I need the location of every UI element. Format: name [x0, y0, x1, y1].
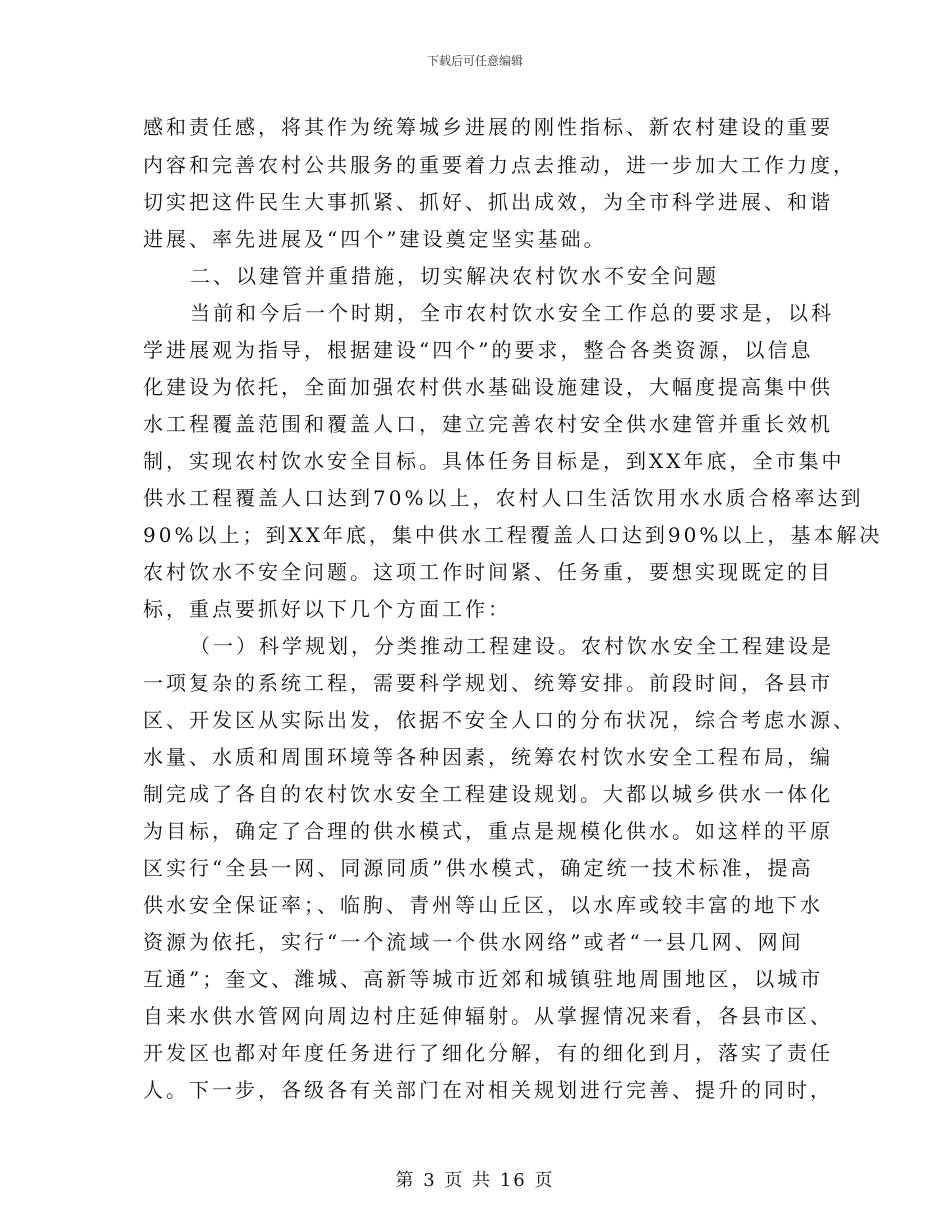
text-line: 农村饮水不安全问题。这项工作时间紧、任务重，要想实现既定的目	[143, 560, 833, 584]
text-line: 水量、水质和周围环境等各种因素，统筹农村饮水安全工程布局，编	[143, 745, 833, 769]
text-line: 内容和完善农村公共服务的重要着力点去推动，进一步加大工作力度，	[143, 153, 856, 177]
text-line: 人。下一步，各级各有关部门在对相关规划进行完善、提升的同时，	[143, 1078, 833, 1102]
text-line: 当前和今后一个时期，全市农村饮水安全工作总的要求是，以科	[190, 301, 834, 325]
text-line: 供水安全保证率；、临朐、青州等山丘区，以水库或较丰富的地下水	[143, 893, 823, 917]
text-line: 切实把这件民生大事抓紧、抓好、抓出成效，为全市科学进展、和谐	[143, 190, 833, 214]
text-line: 一项复杂的系统工程，需要科学规划、统筹安排。前段时间，各县市	[143, 671, 833, 695]
text-line: 区、开发区从实际出发，依据不安全人口的分布状况，综合考虑水源、	[143, 708, 856, 732]
text-line: 供水工程覆盖人口达到70%以上，农村人口生活饮用水水质合格率达到	[143, 486, 864, 510]
page-header-note: 下载后可任意编辑	[426, 54, 523, 68]
text-line: 自来水供水管网向周边村庄延伸辐射。从掌握情况来看，各县市区、	[143, 1004, 833, 1028]
text-line: 为目标，确定了合理的供水模式，重点是规模化供水。如这样的平原	[143, 819, 833, 843]
text-line: 感和责任感，将其作为统筹城乡进展的刚性指标、新农村建设的重要	[143, 115, 833, 139]
text-line: 化建设为依托，全面加强农村供水基础设施建设，大幅度提高集中供	[143, 375, 833, 399]
text-line: 90%以上；到XX年底，集中供水工程覆盖人口达到90%以上，基本解决	[143, 523, 883, 547]
text-line: 互通”；奎文、潍城、高新等城市近郊和城镇驻地周围地区，以城市	[143, 967, 824, 991]
text-line: 开发区也都对年度任务进行了细化分解，有的细化到月，落实了责任	[143, 1041, 833, 1065]
text-line: 学进展观为指导，根据建设“四个”的要求，整合各类资源，以信息	[143, 338, 814, 362]
section-heading: 二、以建管并重措施，切实解决农村饮水不安全问题	[190, 264, 719, 288]
text-line: 资源为依托，实行“一个流域一个供水网络”或者“一县几网、网间	[143, 930, 804, 954]
text-line: 标，重点要抓好以下几个方面工作：	[143, 597, 511, 621]
text-line: 制，实现农村饮水安全目标。具体任务目标是，到XX年底，全市集中	[143, 449, 845, 473]
text-line: 水工程覆盖范围和覆盖人口，建立完善农村安全供水建管并重长效机	[143, 412, 833, 436]
text-line: 进展、率先进展及“四个”建设奠定坚实基础。	[143, 227, 607, 251]
subsection-heading: （一）科学规划，分类推动工程建设。农村饮水安全工程建设是	[190, 634, 834, 658]
page-number: 第 3 页 共 16 页	[395, 1170, 555, 1191]
text-line: 区实行“全县一网、同源同质”供水模式，确定统一技术标准，提高	[143, 856, 814, 880]
text-line: 制完成了各自的农村饮水安全工程建设规划。大都以城乡供水一体化	[143, 782, 833, 806]
